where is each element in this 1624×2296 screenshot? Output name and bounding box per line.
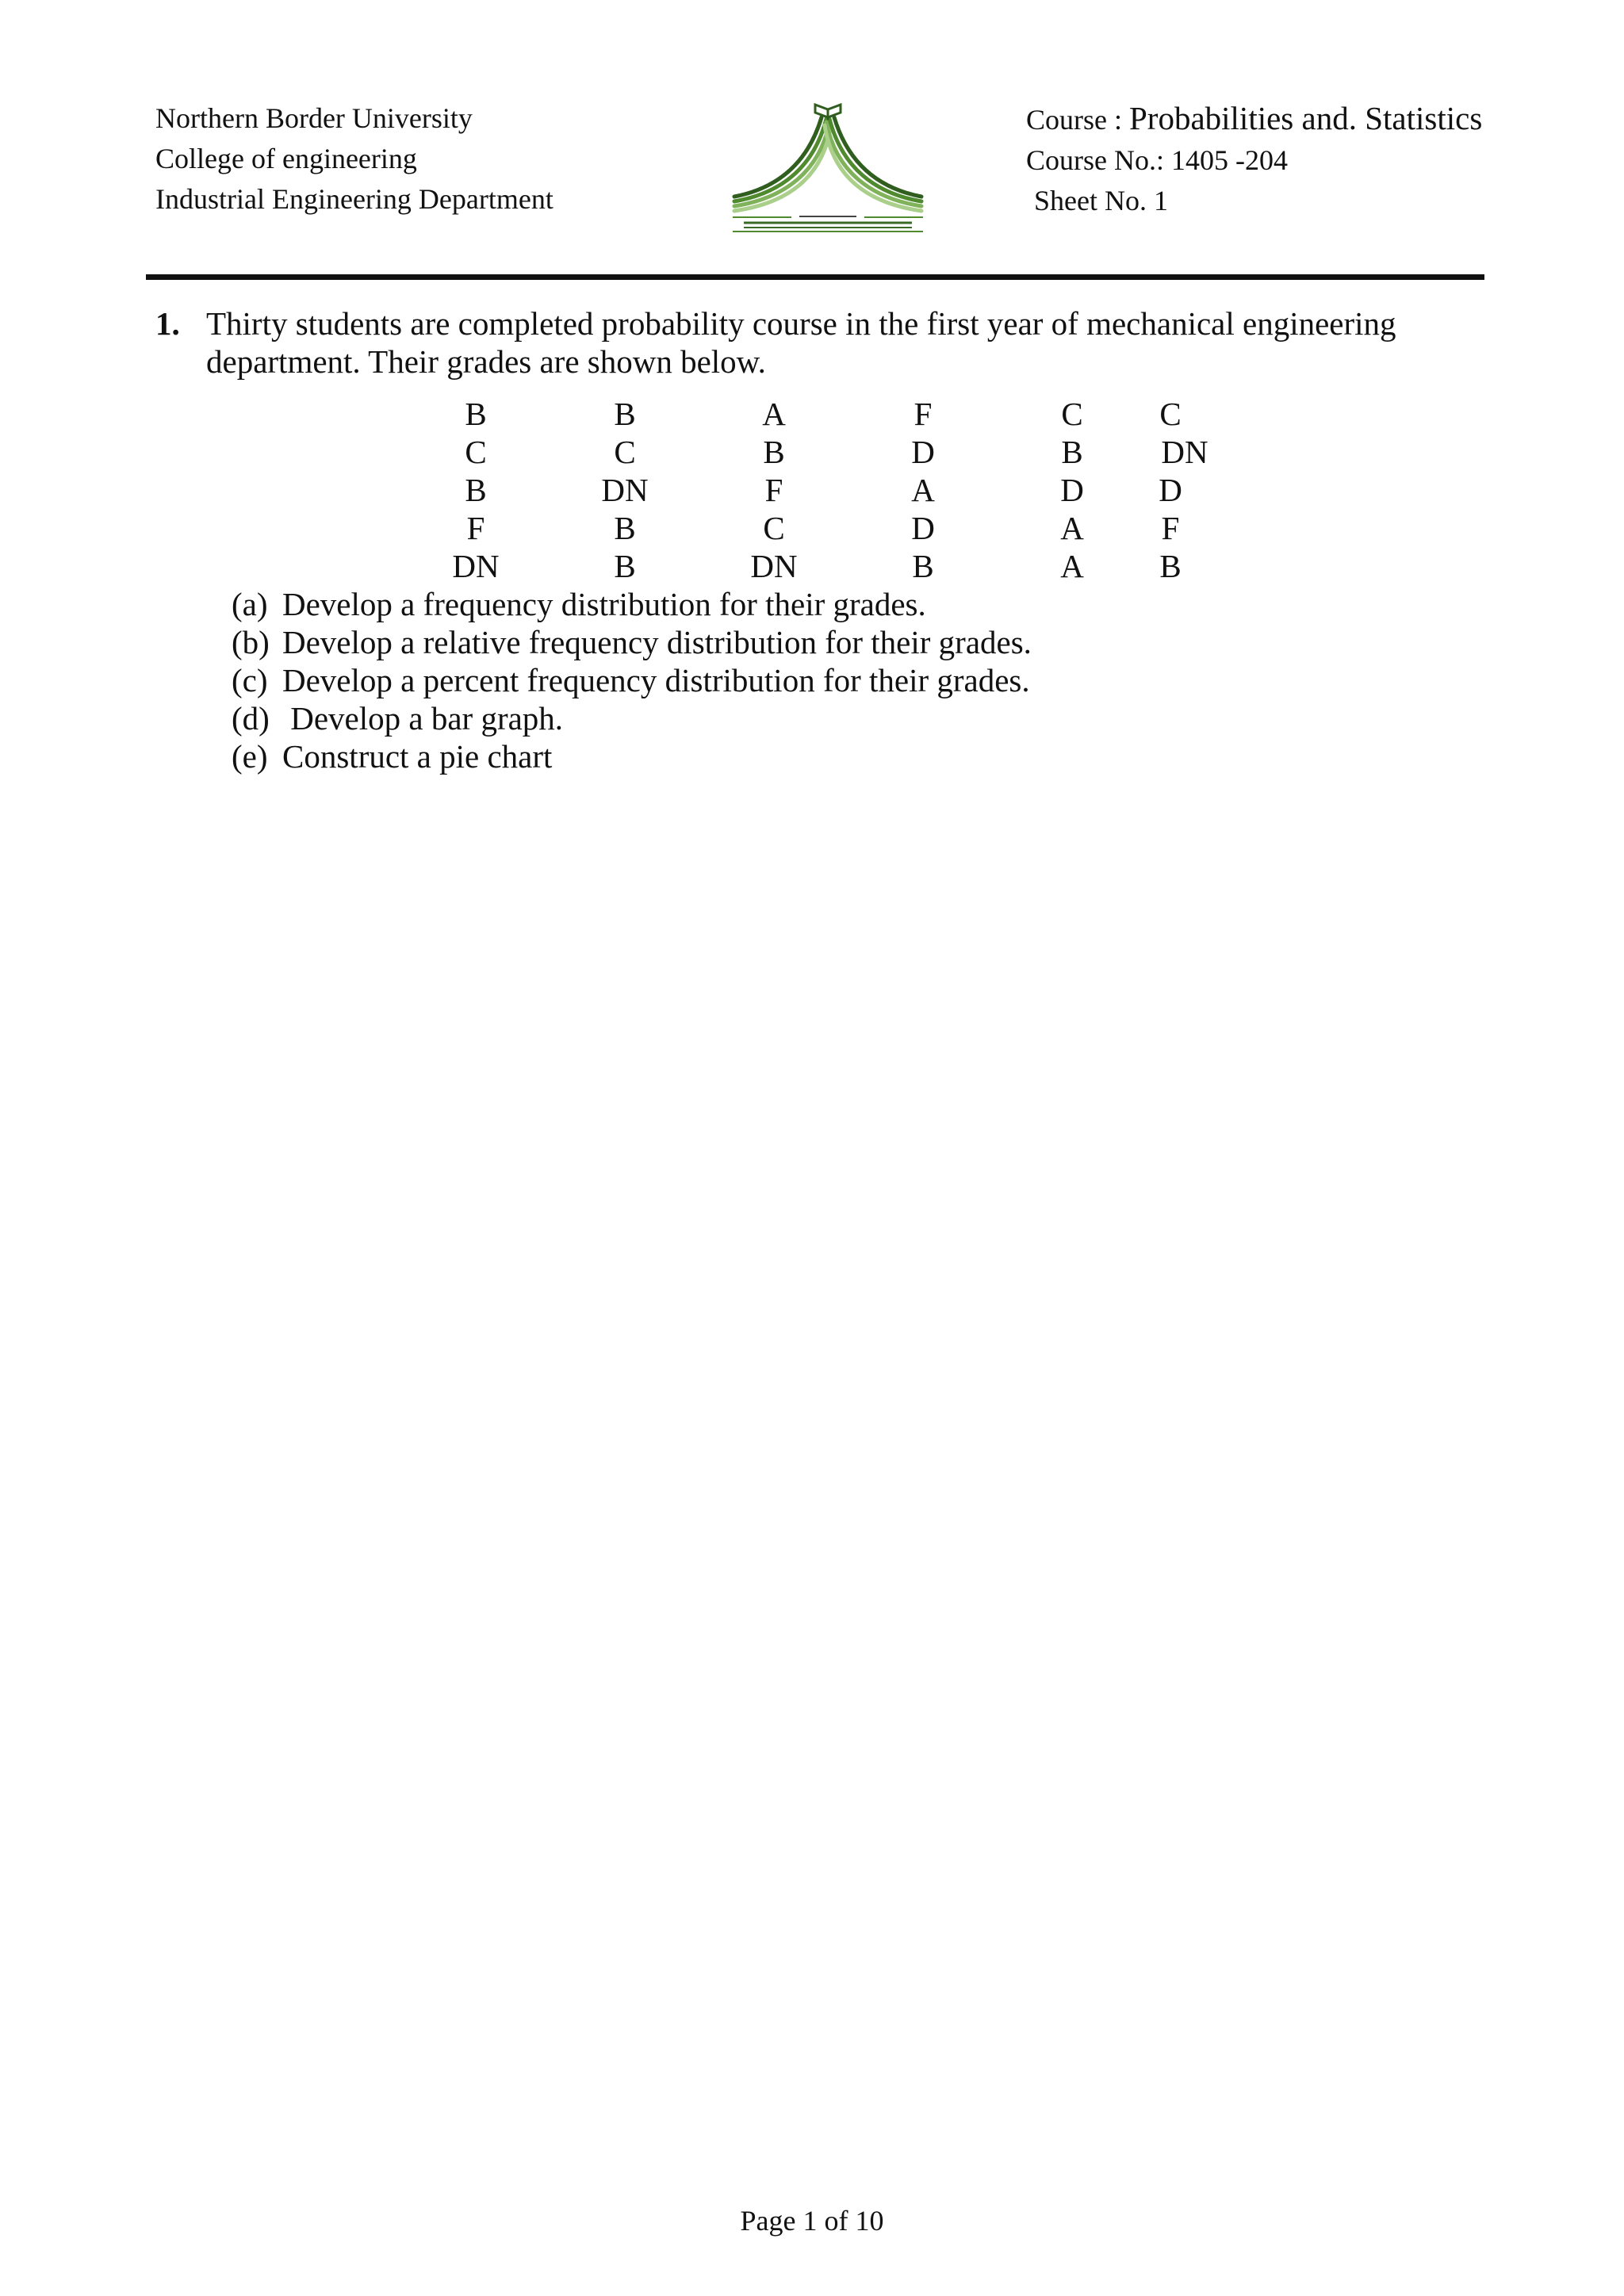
- university-logo-graphic: [728, 101, 928, 235]
- grade-cell: DN: [1161, 434, 1208, 470]
- grade-cell: DN: [452, 548, 500, 584]
- course-name: Probabilities and. Statistics: [1129, 100, 1483, 136]
- institution-block: [155, 98, 553, 220]
- grade-cell: B: [614, 548, 636, 584]
- part-letter: (c): [232, 662, 268, 698]
- part-d: [232, 699, 1032, 737]
- grade-cell: DN: [601, 472, 649, 508]
- grade-cell: F: [466, 510, 485, 546]
- grade-cell: C: [614, 434, 636, 470]
- grade-cell: B: [763, 434, 785, 470]
- grade-cell: D: [1159, 472, 1182, 508]
- grade-cell: A: [762, 396, 786, 432]
- university-name: Northern Border University: [155, 102, 473, 134]
- part-letter: (d): [232, 700, 270, 737]
- part-letter: (b): [232, 624, 270, 660]
- grade-cell: F: [1161, 510, 1180, 546]
- grade-cell: C: [763, 510, 785, 546]
- part-letter: (a): [232, 586, 268, 622]
- course-info-block: [1026, 98, 1482, 221]
- grade-cell: B: [912, 548, 934, 584]
- grade-cell: C: [465, 434, 487, 470]
- grades-table: [0, 395, 1624, 593]
- question-text-line-2: department. Their grades are shown below.: [206, 343, 766, 380]
- question-number: 1.: [155, 305, 180, 342]
- page-footer: Page 1 of 10: [740, 2205, 884, 2237]
- part-b: [232, 623, 1032, 661]
- course-number: Course No.: 1405 -204: [1026, 144, 1288, 176]
- grade-cell: B: [614, 396, 636, 432]
- grade-cell: F: [914, 396, 933, 432]
- university-logo: [728, 101, 928, 235]
- part-text: Develop a frequency distribution for their grades.: [282, 586, 926, 622]
- grade-cell: C: [1159, 396, 1182, 432]
- sheet-number: Sheet No. 1: [1034, 185, 1168, 216]
- grade-cell: F: [764, 472, 783, 508]
- grade-cell: D: [911, 434, 935, 470]
- grade-cell: C: [1061, 396, 1083, 432]
- grade-cell: B: [1159, 548, 1182, 584]
- question-1: [155, 304, 1488, 381]
- grade-cell: B: [1061, 434, 1083, 470]
- part-text: Develop a percent frequency distribution for their grades.: [282, 662, 1030, 698]
- grade-cell: B: [465, 396, 487, 432]
- grade-cell: A: [1060, 548, 1084, 584]
- department-name: Industrial Engineering Department: [155, 183, 553, 215]
- part-c: [232, 661, 1032, 699]
- part-letter: (e): [232, 738, 268, 775]
- course-label: Course :: [1026, 104, 1129, 136]
- grade-cell: DN: [750, 548, 798, 584]
- college-name: College of engineering: [155, 143, 417, 174]
- header-divider: [146, 274, 1484, 280]
- grade-cell: A: [911, 472, 935, 508]
- part-text: Construct a pie chart: [282, 738, 553, 775]
- part-text: Develop a relative frequency distribution for their grades.: [282, 624, 1032, 660]
- question-parts: [232, 585, 1032, 775]
- grade-cell: B: [465, 472, 487, 508]
- question-text-line-1: Thirty students are completed probability course in the first year of mechanical engineering: [206, 305, 1396, 342]
- part-a: [232, 585, 1032, 623]
- grade-cell: B: [614, 510, 636, 546]
- part-e: [232, 737, 1032, 775]
- grade-cell: D: [1060, 472, 1084, 508]
- part-text: Develop a bar graph.: [282, 700, 564, 737]
- grade-cell: A: [1060, 510, 1084, 546]
- course-line: [1026, 98, 1482, 140]
- grade-cell: D: [911, 510, 935, 546]
